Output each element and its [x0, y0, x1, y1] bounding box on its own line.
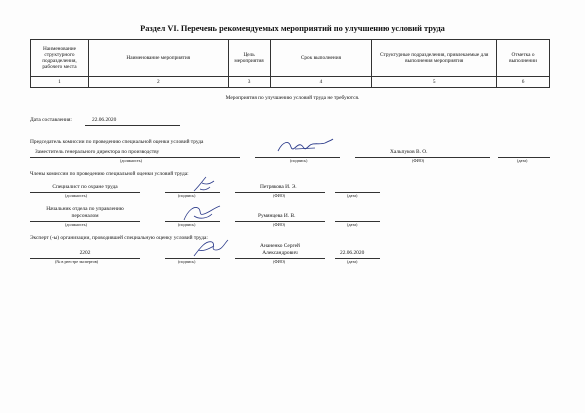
chair-signature	[275, 137, 335, 157]
expert-reg-number: 2202	[79, 250, 91, 256]
caption: (дата)	[517, 158, 528, 163]
date-underline	[85, 125, 180, 126]
table-header: Наименование мероприятия	[88, 40, 228, 77]
expert-date: 22.06.2020	[340, 250, 365, 256]
caption: (дата)	[347, 222, 358, 227]
caption: (должность)	[120, 158, 142, 163]
expert-name-line1: Ананенко Сергей	[260, 243, 300, 249]
table-header: Наименование структурного подразделения, рабочего места	[31, 40, 89, 77]
table-cell: 4	[270, 77, 372, 88]
date-label: Дата составления:	[30, 117, 72, 123]
table-cell: 1	[31, 77, 89, 88]
table-header: Цель мероприятия	[228, 40, 270, 77]
member-position-line2: персоналом	[71, 213, 99, 219]
table-cell: 3	[228, 77, 270, 88]
table-header: Отметка о выполнении	[497, 40, 550, 77]
no-measures-note: Мероприятия по улучшению условий труда не требуются.	[225, 95, 360, 101]
caption: (ФИО)	[273, 222, 286, 227]
table-header-row	[31, 40, 550, 77]
table-row	[31, 77, 550, 88]
expert-date-line	[335, 258, 380, 259]
caption: (дата)	[347, 259, 358, 264]
member-signature	[190, 175, 220, 195]
caption: (подпись)	[178, 193, 196, 198]
expert-name-line2: Александрович	[262, 250, 298, 256]
member-signature	[180, 202, 225, 224]
caption: (подпись)	[178, 222, 196, 227]
member-position: Специалист по охране труда	[52, 184, 118, 190]
caption: (дата)	[347, 193, 358, 198]
table-cell: 6	[497, 77, 550, 88]
member-date-line	[335, 192, 380, 193]
caption: (подпись)	[178, 259, 196, 264]
caption: (ФИО)	[273, 259, 286, 264]
caption: (ФИО)	[273, 193, 286, 198]
caption: (№ в реестре экспертов)	[55, 259, 99, 264]
member-name: Петрякова И. Э.	[260, 184, 297, 190]
caption: (подпись)	[290, 158, 308, 163]
member-date-line	[335, 221, 380, 222]
caption: (ФИО)	[412, 158, 425, 163]
chair-heading: Председатель комиссии по проведению специальной оценки условий труда	[30, 139, 204, 145]
caption: (должность)	[65, 193, 87, 198]
chair-position: Заместитель генерального директора по производству	[35, 149, 160, 155]
table-cell: 2	[88, 77, 228, 88]
table-header: Срок выполнения	[270, 40, 372, 77]
member-position	[30, 206, 140, 220]
chair-name: Хальпуков В. О.	[390, 149, 428, 155]
caption: (должность)	[65, 222, 87, 227]
table-header: Структурные подразделения, привлекаемые для выполнения мероприятия	[372, 40, 497, 77]
expert-heading: Эксперт (-ы) организации, проводившей специальную оценку условий труда:	[30, 235, 208, 241]
member-position-line1: Начальник отдела по управлению	[46, 206, 124, 212]
members-heading: Члены комиссии по проведению специальной оценки условий труда:	[30, 171, 189, 177]
expert-signature	[190, 236, 230, 260]
measures-table	[30, 39, 550, 88]
page-title: Раздел VI. Перечень рекомендуемых мероприятий по улучшению условий труда	[140, 24, 445, 33]
table-cell: 5	[372, 77, 497, 88]
expert-name	[235, 243, 325, 257]
member-name: Румянцева И. В.	[258, 213, 296, 219]
date-value: 22.06.2020	[92, 117, 117, 123]
